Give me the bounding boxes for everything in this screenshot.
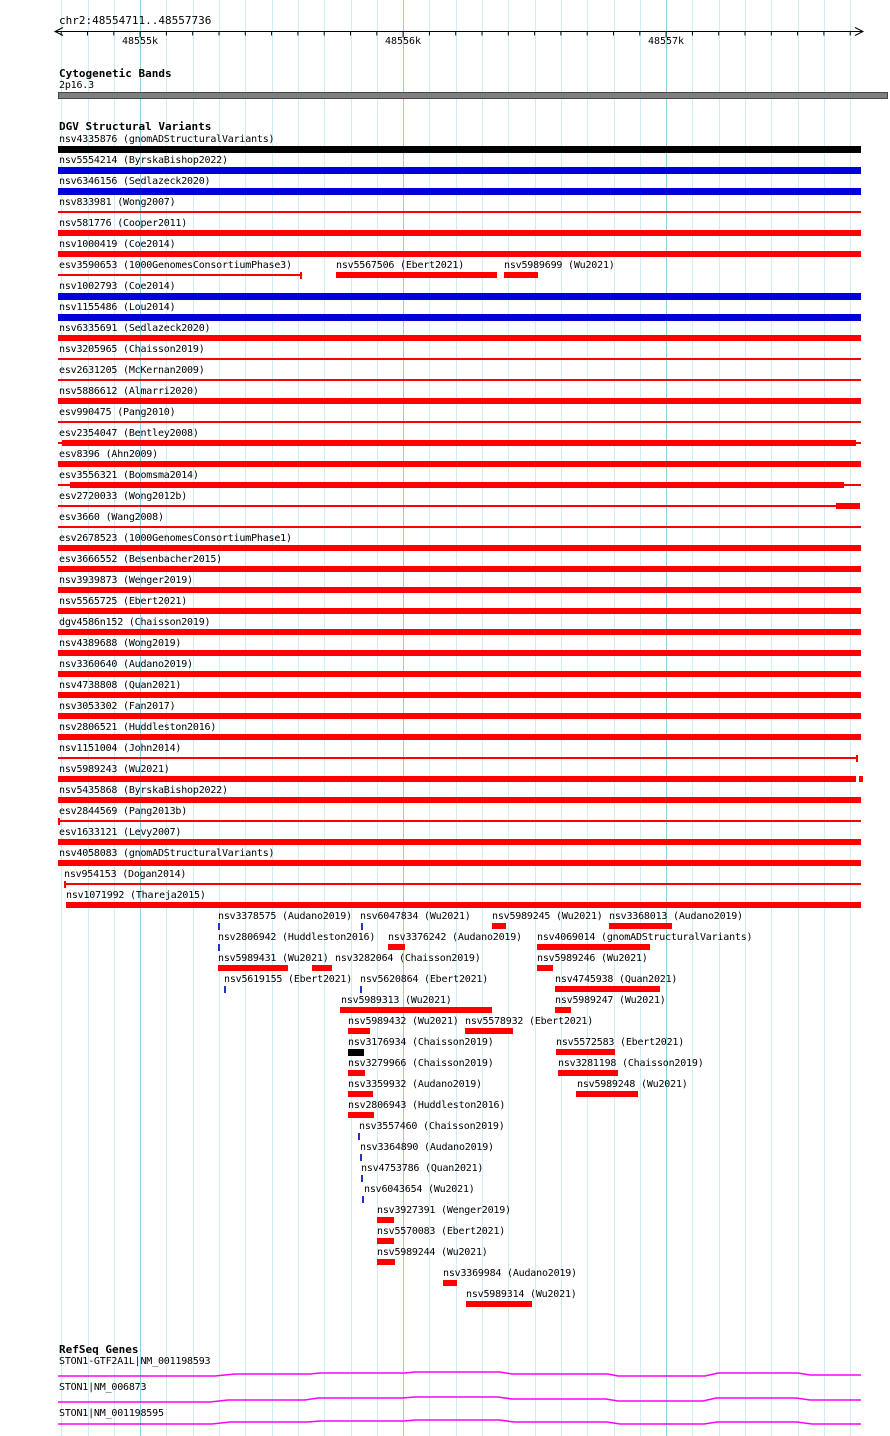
variant-label: esv2678523 (1000GenomesConsortiumPhase1): [59, 533, 292, 544]
variant-bar[interactable]: [58, 335, 861, 341]
variant-label: nsv581776 (Cooper2011): [59, 218, 188, 229]
variant-label: esv990475 (Pang2010): [59, 407, 176, 418]
variant-label: nsv5989244 (Wu2021): [377, 1247, 488, 1258]
variant-point-marker[interactable]: [360, 986, 362, 993]
variant-label: nsv3205965 (Chaisson2019): [59, 344, 205, 355]
variant-label: nsv5989246 (Wu2021): [537, 953, 648, 964]
variant-point-marker[interactable]: [224, 986, 226, 993]
variant-bar[interactable]: [70, 482, 844, 488]
gene-line[interactable]: [58, 1420, 861, 1424]
variant-label: nsv5886612 (Almarri2020): [59, 386, 199, 397]
variant-bar[interactable]: [58, 188, 861, 195]
variant-label: nsv1071992 (Thareja2015): [66, 890, 206, 901]
variant-bar[interactable]: [58, 797, 861, 803]
variant-bar[interactable]: [856, 755, 858, 762]
variant-label: nsv1151004 (John2014): [59, 743, 182, 754]
variant-bar[interactable]: [58, 757, 858, 759]
variant-bar[interactable]: [576, 1091, 638, 1097]
variant-label: nsv3281198 (Chaisson2019): [558, 1058, 704, 1069]
dgv-title: DGV Structural Variants: [59, 120, 212, 133]
variant-bar[interactable]: [58, 167, 861, 174]
variant-label: nsv6346156 (Sedlazeck2020): [59, 176, 211, 187]
variant-label: nsv954153 (Dogan2014): [64, 869, 187, 880]
variant-label: nsv3376242 (Audano2019): [388, 932, 522, 943]
variant-bar[interactable]: [609, 923, 672, 929]
variant-bar[interactable]: [556, 1049, 615, 1055]
variant-bar[interactable]: [58, 776, 856, 782]
variant-label: nsv3053302 (Fan2017): [59, 701, 176, 712]
variant-label: nsv5578932 (Ebert2021): [465, 1016, 594, 1027]
variant-label: nsv833981 (Wong2007): [59, 197, 176, 208]
variant-label: nsv5567506 (Ebert2021): [336, 260, 465, 271]
variant-label: nsv6043654 (Wu2021): [364, 1184, 475, 1195]
variant-bar[interactable]: [58, 398, 861, 404]
gene-line[interactable]: [58, 1372, 861, 1376]
region-label: chr2:48554711..48557736: [59, 14, 212, 27]
variant-bar[interactable]: [58, 274, 302, 276]
variant-label: dgv4586n152 (Chaisson2019): [59, 617, 211, 628]
gene-line[interactable]: [58, 1397, 861, 1402]
variant-bar[interactable]: [336, 272, 497, 278]
variant-bar[interactable]: [58, 211, 861, 213]
variant-label: esv2631205 (McKernan2009): [59, 365, 205, 376]
variant-label: nsv3359932 (Audano2019): [348, 1079, 482, 1090]
variant-label: nsv3282064 (Chaisson2019): [335, 953, 481, 964]
variant-bar[interactable]: [537, 944, 650, 950]
variant-bar[interactable]: [58, 461, 861, 467]
variant-label: nsv3364890 (Audano2019): [360, 1142, 494, 1153]
variant-bar[interactable]: [300, 272, 302, 279]
gene-lines-layer: [0, 1340, 890, 1436]
gene-label: STON1|NM_001198595: [59, 1408, 164, 1419]
variant-bar[interactable]: [64, 883, 861, 885]
variant-point-marker[interactable]: [362, 1196, 364, 1203]
variant-label: nsv3939873 (Wenger2019): [59, 575, 193, 586]
variant-label: nsv1155486 (Lou2014): [59, 302, 176, 313]
variant-bar[interactable]: [218, 965, 288, 971]
variant-bar[interactable]: [58, 820, 861, 822]
variant-label: nsv6047834 (Wu2021): [360, 911, 471, 922]
variant-label: nsv5554214 (ByrskaBishop2022): [59, 155, 228, 166]
variant-bar[interactable]: [377, 1259, 395, 1265]
ruler-tick-label: 48556k: [384, 36, 422, 47]
variant-label: nsv4753786 (Quan2021): [361, 1163, 484, 1174]
variant-label: nsv4745938 (Quan2021): [555, 974, 678, 985]
variant-label: esv2720033 (Wong2012b): [59, 491, 188, 502]
variant-bar[interactable]: [58, 545, 861, 551]
variant-bar[interactable]: [504, 272, 538, 278]
variant-bar[interactable]: [58, 839, 861, 845]
ruler-tick-label: 48557k: [647, 36, 685, 47]
variant-label: nsv3368013 (Audano2019): [609, 911, 743, 922]
ruler-tick-label: 48555k: [121, 36, 159, 47]
variant-label: esv3556321 (Boomsma2014): [59, 470, 199, 481]
variant-label: nsv5565725 (Ebert2021): [59, 596, 188, 607]
variant-label: esv3666552 (Besenbacher2015): [59, 554, 222, 565]
variant-label: nsv5989431 (Wu2021): [218, 953, 329, 964]
variant-bar[interactable]: [465, 1028, 513, 1034]
variant-label: nsv2806942 (Huddleston2016): [218, 932, 376, 943]
variant-label: esv2844569 (Pang2013b): [59, 806, 188, 817]
variant-bar[interactable]: [58, 379, 861, 381]
cytoband-title: Cytogenetic Bands: [59, 67, 172, 80]
variant-label: nsv5989314 (Wu2021): [466, 1289, 577, 1300]
variant-point-marker[interactable]: [218, 923, 220, 930]
variant-bar[interactable]: [62, 440, 856, 446]
variant-label: nsv3927391 (Wenger2019): [377, 1205, 511, 1216]
variant-bar[interactable]: [58, 526, 861, 528]
variant-bar[interactable]: [348, 1070, 365, 1076]
cytoband-name: 2p16.3: [59, 80, 94, 91]
refseq-title: RefSeq Genes: [59, 1343, 139, 1356]
variant-bar[interactable]: [836, 503, 860, 509]
variant-bar[interactable]: [58, 505, 838, 507]
variant-bar[interactable]: [558, 1070, 618, 1076]
variant-label: esv1633121 (Levy2007): [59, 827, 182, 838]
variant-label: nsv5619155 (Ebert2021): [224, 974, 353, 985]
variant-bar[interactable]: [58, 587, 861, 593]
variant-point-marker[interactable]: [360, 1154, 362, 1161]
variant-bar[interactable]: [348, 1028, 370, 1034]
variant-bar[interactable]: [58, 860, 861, 866]
variant-label: nsv5989247 (Wu2021): [555, 995, 666, 1006]
variant-bar[interactable]: [58, 566, 861, 572]
variant-bar[interactable]: [555, 1007, 571, 1013]
variant-bar[interactable]: [58, 671, 861, 677]
gene-label: STON1|NM_006873: [59, 1382, 147, 1393]
variant-point-marker[interactable]: [361, 923, 363, 930]
variant-bar[interactable]: [58, 146, 861, 153]
variant-bar[interactable]: [58, 734, 861, 740]
variant-bar[interactable]: [58, 314, 861, 321]
variant-label: nsv4389688 (Wong2019): [59, 638, 182, 649]
variant-label: nsv4738808 (Quan2021): [59, 680, 182, 691]
gene-label: STON1-GTF2A1L|NM_001198593: [59, 1356, 211, 1367]
variant-label: nsv5989699 (Wu2021): [504, 260, 615, 271]
variant-point-marker[interactable]: [361, 1175, 363, 1182]
variant-bar[interactable]: [66, 902, 861, 908]
variant-label: nsv5989432 (Wu2021): [348, 1016, 459, 1027]
variant-bar[interactable]: [537, 965, 553, 971]
variant-label: nsv5570083 (Ebert2021): [377, 1226, 506, 1237]
variant-label: nsv4058083 (gnomADStructuralVariants): [59, 848, 275, 859]
variant-bar[interactable]: [58, 692, 861, 698]
variant-label: nsv4069014 (gnomADStructuralVariants): [537, 932, 753, 943]
variant-label: nsv3378575 (Audano2019): [218, 911, 352, 922]
variant-bar[interactable]: [58, 608, 861, 614]
variant-label: nsv1000419 (Coe2014): [59, 239, 176, 250]
variant-label: nsv3176934 (Chaisson2019): [348, 1037, 494, 1048]
variant-label: nsv3369984 (Audano2019): [443, 1268, 577, 1279]
variant-bar[interactable]: [348, 1049, 364, 1056]
variant-label: nsv5572583 (Ebert2021): [556, 1037, 685, 1048]
variant-bar[interactable]: [312, 965, 332, 971]
variant-bar[interactable]: [466, 1301, 532, 1307]
variant-label: nsv1002793 (Coe2014): [59, 281, 176, 292]
cytoband-bar[interactable]: [58, 92, 888, 99]
variant-label: nsv3279966 (Chaisson2019): [348, 1058, 494, 1069]
variant-bar[interactable]: [58, 421, 861, 423]
variant-bar[interactable]: [555, 986, 660, 992]
variant-label: nsv5989313 (Wu2021): [341, 995, 452, 1006]
variant-label: nsv6335691 (Sedlazeck2020): [59, 323, 211, 334]
variant-label: nsv4335876 (gnomADStructuralVariants): [59, 134, 275, 145]
variant-label: nsv5620864 (Ebert2021): [360, 974, 489, 985]
variant-bar[interactable]: [58, 293, 861, 300]
variant-label: esv3660 (Wang2008): [59, 512, 164, 523]
variant-label: nsv5989248 (Wu2021): [577, 1079, 688, 1090]
variant-bar[interactable]: [58, 650, 861, 656]
variant-bar[interactable]: [388, 944, 405, 950]
variant-label: esv8396 (Ahn2009): [59, 449, 158, 460]
variant-bar[interactable]: [340, 1007, 492, 1013]
variant-bar[interactable]: [58, 629, 861, 635]
variant-bar[interactable]: [348, 1091, 373, 1097]
variant-label: nsv5989243 (Wu2021): [59, 764, 170, 775]
variant-bar[interactable]: [58, 230, 861, 236]
variant-label: esv2354047 (Bentley2008): [59, 428, 199, 439]
variant-bar[interactable]: [492, 923, 506, 929]
variant-label: esv3590653 (1000GenomesConsortiumPhase3): [59, 260, 292, 271]
variant-label: nsv2806521 (Huddleston2016): [59, 722, 217, 733]
variant-bar[interactable]: [377, 1217, 394, 1223]
variant-label: nsv2806943 (Huddleston2016): [348, 1100, 506, 1111]
variant-bar[interactable]: [859, 776, 863, 782]
variant-bar[interactable]: [58, 251, 861, 257]
variant-bar[interactable]: [348, 1112, 374, 1118]
variant-point-marker[interactable]: [358, 1133, 360, 1140]
variant-point-marker[interactable]: [218, 944, 220, 951]
variant-bar[interactable]: [377, 1238, 394, 1244]
variant-bar[interactable]: [58, 713, 861, 719]
variant-label: nsv5989245 (Wu2021): [492, 911, 603, 922]
variant-bar[interactable]: [443, 1280, 457, 1286]
variant-label: nsv3360640 (Audano2019): [59, 659, 193, 670]
variant-bar[interactable]: [58, 358, 861, 360]
variant-label: nsv5435868 (ByrskaBishop2022): [59, 785, 228, 796]
variant-label: nsv3557460 (Chaisson2019): [359, 1121, 505, 1132]
